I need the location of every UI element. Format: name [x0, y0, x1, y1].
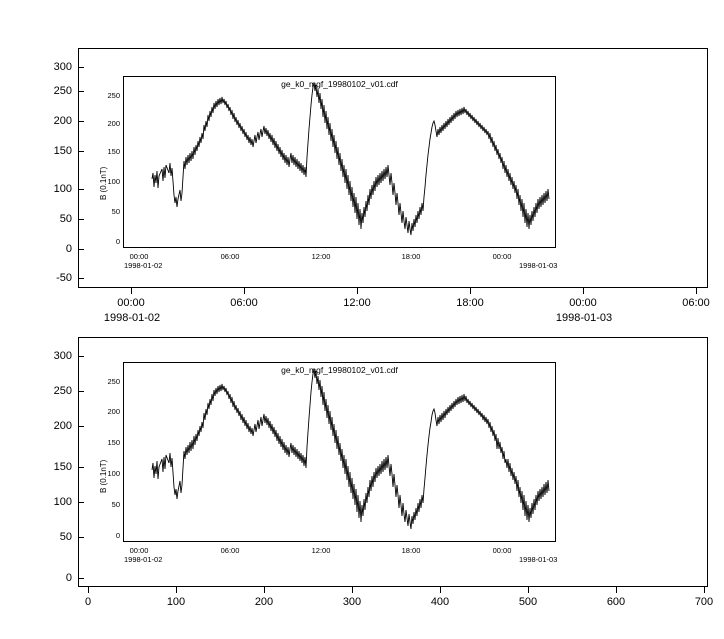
bottom-inner-xdate-end: 1998-01-03	[519, 555, 558, 564]
top-xdate-start: 1998-01-02	[103, 312, 161, 324]
top-inner-xdate-end: 1998-01-03	[519, 261, 558, 270]
bottom-xtick-500: 500	[518, 596, 538, 608]
bottom-xtick-200: 200	[254, 596, 274, 608]
top-ytick-200: 200	[53, 115, 72, 127]
top-ytick-mark	[78, 121, 84, 122]
bottom-xtick-mark	[440, 587, 441, 593]
top-xtick-1800: 18:00	[456, 297, 484, 309]
top-inner-ylabel: B (0.1nT)	[99, 166, 108, 200]
bottom-inner-ytick-0: 0	[115, 531, 120, 540]
bottom-xtick-mark	[176, 587, 177, 593]
top-ytick-250: 250	[53, 85, 72, 97]
top-xtick-mark	[131, 288, 132, 294]
top-ytick-mark	[78, 151, 84, 152]
top-ytick-mark	[78, 278, 84, 279]
top-inner-xtick-1800: 18:00	[401, 252, 421, 261]
top-inner-title: ge_k0_mgf_19980102_v01.cdf	[281, 79, 398, 89]
bottom-panel	[0, 325, 722, 639]
bottom-inner-xtick-1200: 12:00	[311, 546, 331, 555]
top-xtick-0000b: 00:00	[569, 297, 597, 309]
bottom-xtick-100: 100	[166, 596, 186, 608]
bottom-xtick-mark	[88, 587, 89, 593]
top-xtick-mark	[357, 288, 358, 294]
top-ytick-mark	[78, 219, 84, 220]
top-ytick-0: 0	[65, 243, 72, 255]
bottom-xtick-600: 600	[606, 596, 626, 608]
bottom-inner-ytick-250: 250	[107, 377, 120, 386]
bottom-inner-ytick-150: 150	[107, 438, 120, 447]
top-inner-ytick-100: 100	[107, 177, 120, 186]
bottom-ytick-250: 250	[53, 385, 72, 397]
top-inner-xdate-start: 1998-01-02	[124, 261, 163, 270]
bottom-ytick-mark	[78, 537, 84, 538]
bottom-ytick-mark	[78, 356, 84, 357]
top-ytick-150: 150	[53, 145, 72, 157]
top-ytick-mark	[78, 249, 84, 250]
bottom-inner-ytick-100: 100	[107, 469, 120, 478]
top-ytick-mark	[78, 91, 84, 92]
top-inner-axes	[107, 76, 556, 248]
bottom-xtick-0: 0	[84, 596, 92, 608]
bottom-xtick-300: 300	[342, 596, 362, 608]
bottom-inner-xtick-1800: 18:00	[401, 546, 421, 555]
top-xtick-mark	[244, 288, 245, 294]
bottom-inner-ylabel: B (0.1nT)	[99, 459, 108, 493]
top-xdate-end: 1998-01-03	[555, 312, 613, 324]
top-xtick-0600b: 06:00	[682, 297, 710, 309]
bottom-ytick-150: 150	[53, 461, 72, 473]
top-inner-ytick-250: 250	[107, 91, 120, 100]
top-ytick-100: 100	[53, 183, 72, 195]
top-ytick-300: 300	[53, 61, 72, 73]
bottom-xtick-mark	[352, 587, 353, 593]
top-inner-xtick-0600: 06:00	[220, 252, 240, 261]
top-xtick-0000a: 00:00	[117, 297, 145, 309]
bottom-xtick-mark	[528, 587, 529, 593]
bottom-ytick-mark	[78, 391, 84, 392]
bottom-inner-xtick-0000a: 00:00	[129, 546, 149, 555]
top-inner-ytick-0: 0	[115, 237, 120, 246]
bottom-ytick-200: 200	[53, 420, 72, 432]
top-inner-ytick-150: 150	[107, 147, 120, 156]
top-inner-xtick-1200: 12:00	[311, 252, 331, 261]
bottom-inner-ytick-50: 50	[111, 500, 120, 509]
bottom-ytick-mark	[78, 467, 84, 468]
top-xtick-mark	[696, 288, 697, 294]
bottom-xtick-mark	[616, 587, 617, 593]
top-series-line	[124, 77, 555, 247]
bottom-ytick-50: 50	[59, 531, 72, 543]
bottom-ytick-mark	[78, 578, 84, 579]
top-ytick-mark	[78, 189, 84, 190]
bottom-ytick-mark	[78, 502, 84, 503]
bottom-series-line	[124, 363, 555, 541]
bottom-ytick-300: 300	[53, 350, 72, 362]
bottom-xtick-400: 400	[430, 596, 450, 608]
top-inner-xtick-0000b: 00:00	[492, 252, 512, 261]
bottom-ytick-100: 100	[53, 496, 72, 508]
top-xtick-mark	[583, 288, 584, 294]
top-inner-ytick-50: 50	[111, 207, 120, 216]
bottom-inner-title: ge_k0_mgf_19980102_v01.cdf	[281, 365, 398, 375]
bottom-inner-ytick-200: 200	[107, 407, 120, 416]
bottom-inner-xtick-0000b: 00:00	[492, 546, 512, 555]
bottom-inner-axes	[107, 362, 556, 542]
top-xtick-mark	[470, 288, 471, 294]
bottom-ytick-mark	[78, 426, 84, 427]
top-ytick-50: 50	[59, 213, 72, 225]
bottom-inner-xdate-start: 1998-01-02	[124, 555, 163, 564]
top-inner-xtick-0000a: 00:00	[129, 252, 149, 261]
bottom-xtick-mark	[264, 587, 265, 593]
bottom-xtick-mark	[704, 587, 705, 593]
top-inner-ytick-200: 200	[107, 119, 120, 128]
bottom-xtick-700: 700	[694, 596, 714, 608]
top-ytick-mark	[78, 67, 84, 68]
bottom-inner-xtick-0600: 06:00	[220, 546, 240, 555]
top-ytick-minus50: -50	[56, 272, 72, 284]
top-xtick-0600: 06:00	[230, 297, 258, 309]
bottom-ytick-0: 0	[65, 572, 72, 584]
top-xtick-1200: 12:00	[343, 297, 371, 309]
